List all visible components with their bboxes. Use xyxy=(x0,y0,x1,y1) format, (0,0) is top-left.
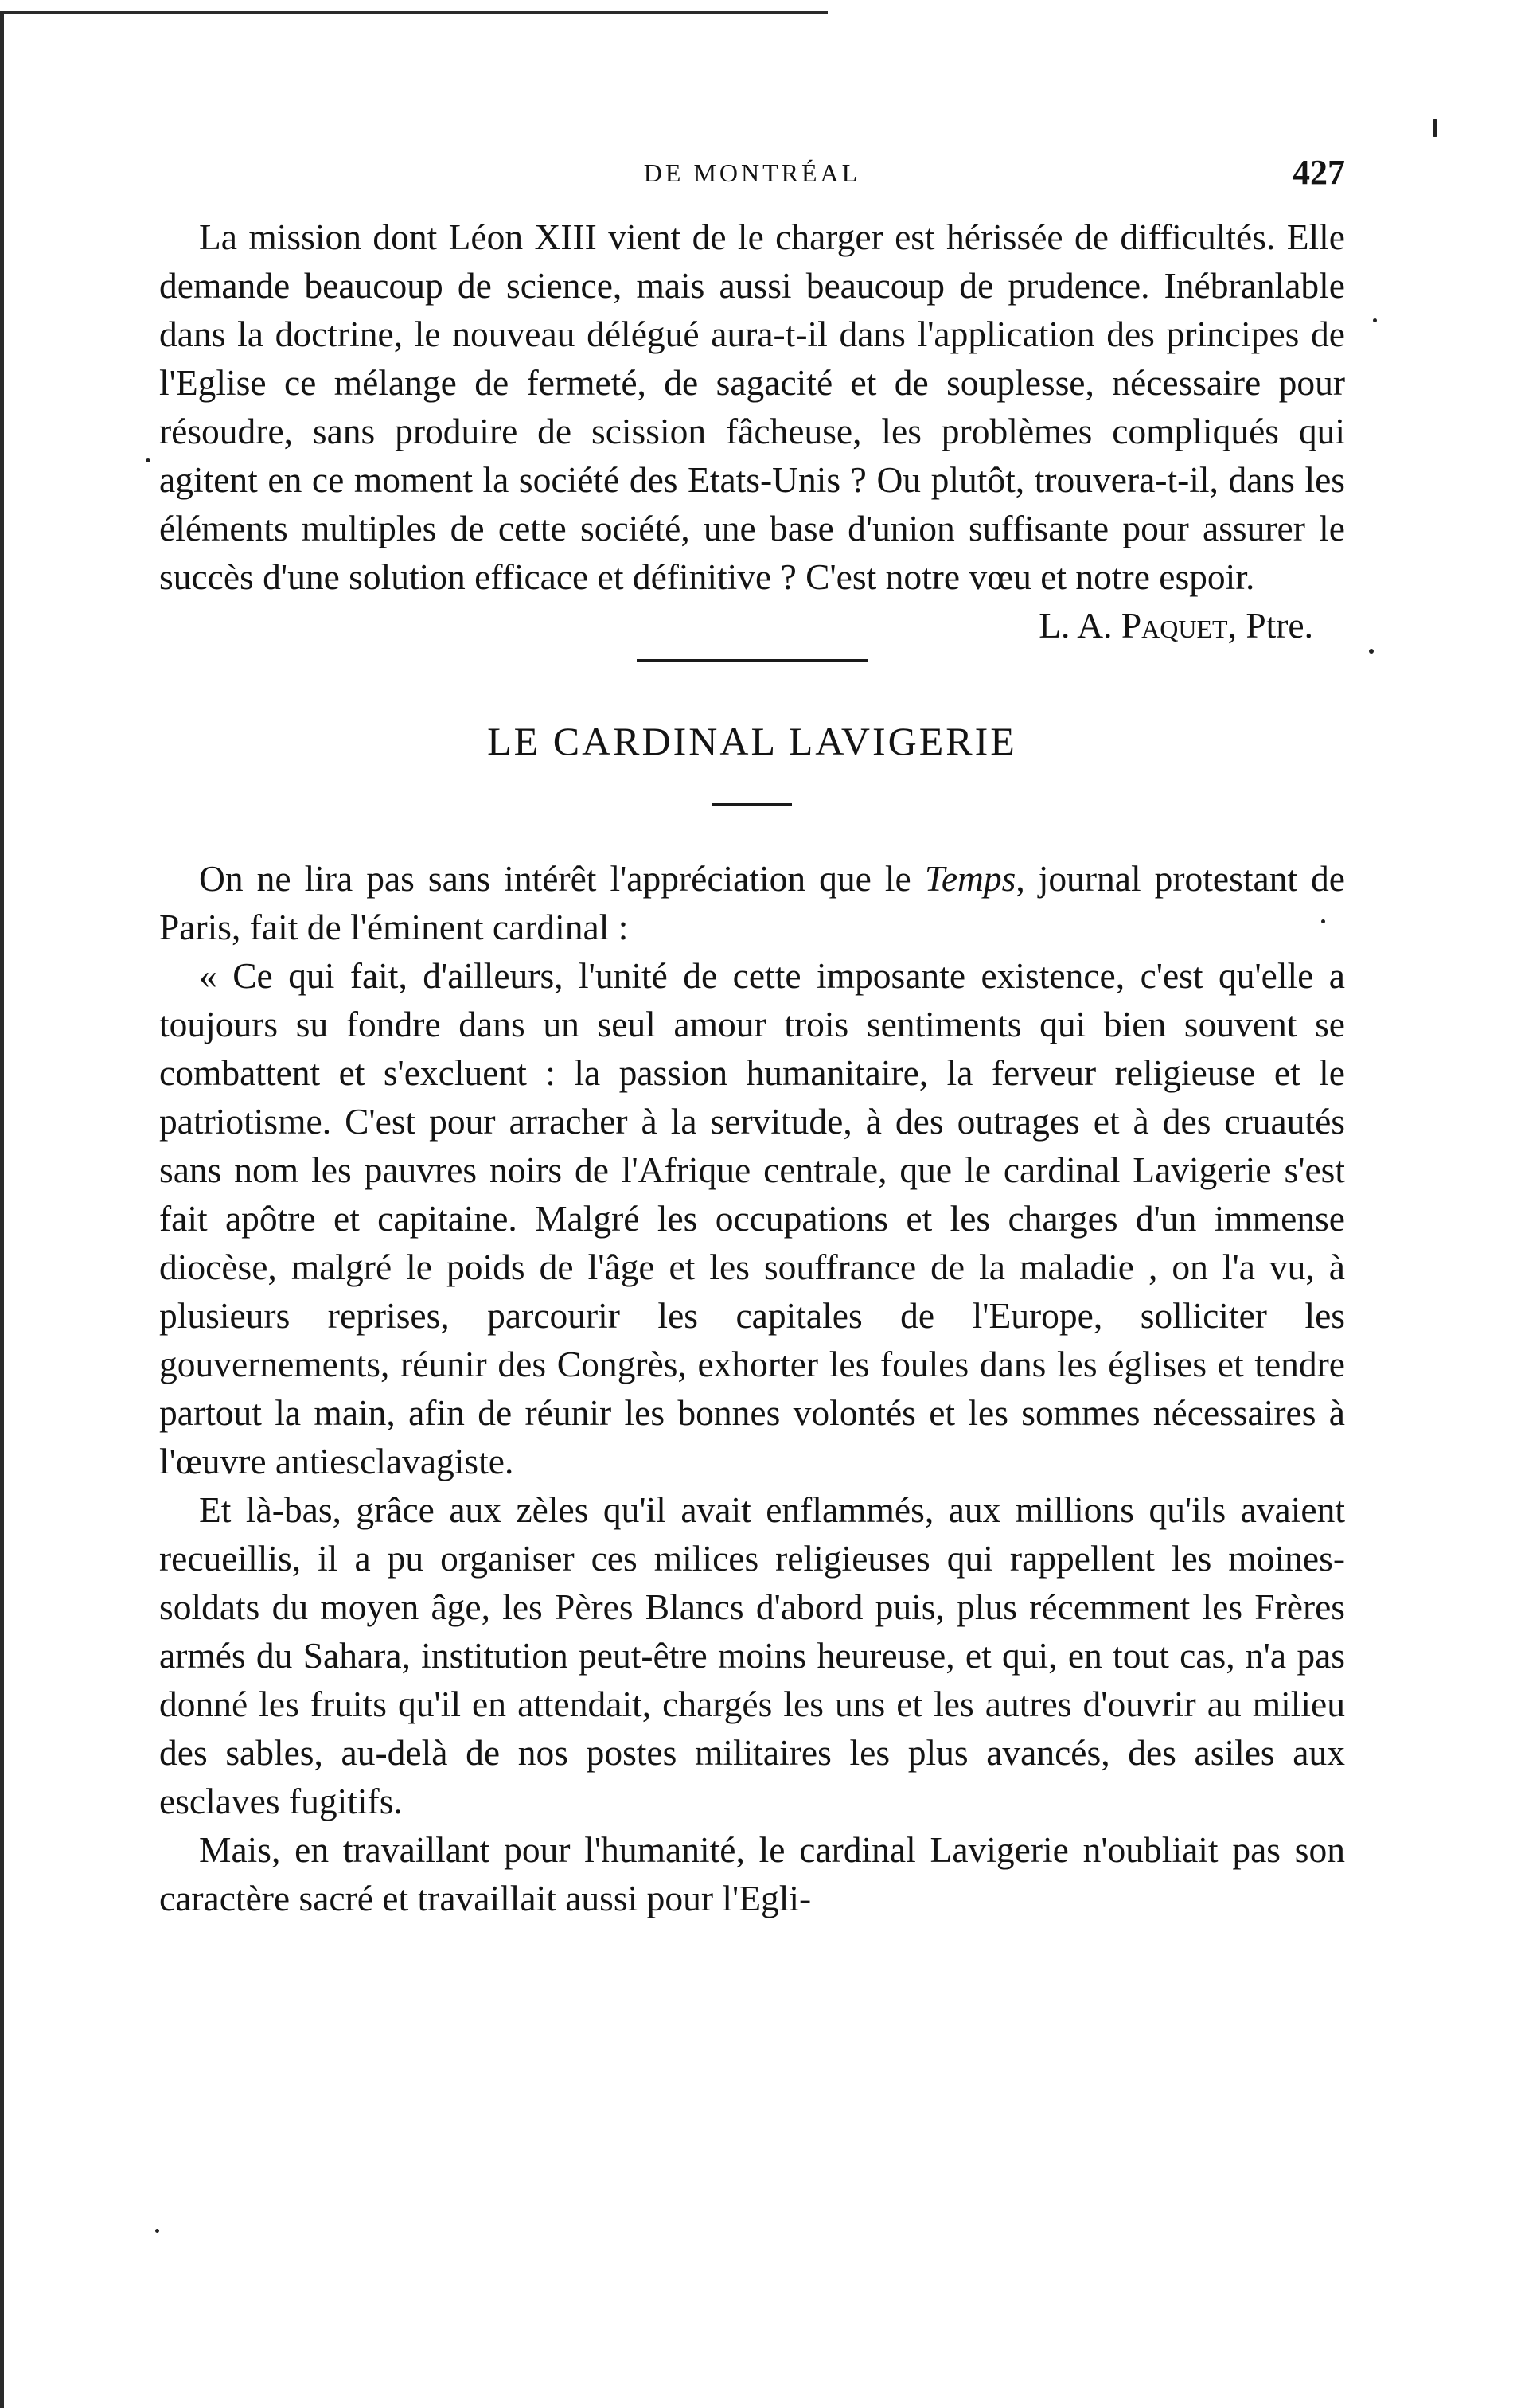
signature-title: , Ptre. xyxy=(1227,605,1313,646)
author-signature xyxy=(159,601,1345,650)
page-edge-left xyxy=(0,11,4,2408)
signature-name: Paquet xyxy=(1121,605,1228,646)
scan-speck xyxy=(146,458,150,462)
intro-paragraph xyxy=(159,854,1345,951)
scan-speck xyxy=(1373,318,1377,322)
running-head xyxy=(159,147,1345,195)
scan-speck xyxy=(155,2229,159,2233)
running-title: DE MONTRÉAL xyxy=(643,158,861,187)
book-page xyxy=(159,147,1345,1922)
page-number: 427 xyxy=(1293,153,1345,192)
section-divider xyxy=(637,659,868,662)
title-rule xyxy=(712,803,792,806)
article-title: LE CARDINAL LAVIGERIE xyxy=(487,719,1017,763)
quote-paragraph: « Ce qui fait, d'ailleurs, l'unité de cette imposante existence, c'est qu'elle a toujours su fondre dans un seul amour trois sentiments qui bien souvent se combattent et s'excluent : la passion humanitaire, la ferveur religieuse et le patriotisme. C'est pour arracher à la servitude, à des outrages et à des cruautés sans nom les pauvres noirs de l'Afrique centrale, que le cardinal Lavigerie s'est fait apôtre et capitaine. Malgré les occupations et les charges d'un immense diocèse, malgré le poids de l'âge et les souffrance de la maladie , on l'a vu, à plusieurs reprises, parcourir les capitales de l'Europe, solliciter les gouvernements, réunir des Congrès, exhorter les foules dans les églises et tendre partout la main, afin de réunir les bonnes volontés et les sommes nécessaires à l'œuvre antiesclavagiste. xyxy=(159,955,1345,1481)
intro-text-after: , journal protestant de Paris, fait de l'éminent cardinal : xyxy=(159,858,1346,947)
page-edge-top xyxy=(0,11,828,14)
intro-text-before: On ne lira pas sans intérêt l'appréciation que le xyxy=(199,858,925,899)
scan-speck xyxy=(1369,649,1374,654)
signature-initials: L. A. xyxy=(1039,605,1113,646)
body-paragraph-3: Mais, en travaillant pour l'humanité, le cardinal Lavigerie n'oubliait pas son caractère sacré et travaillait aussi pour l'Egli- xyxy=(159,1829,1345,1918)
journal-name: Temps xyxy=(924,858,1016,899)
previous-article-paragraph: La mission dont Léon XIII vient de le charger est hérissée de difficultés. Elle demande beaucoup de science, mais aussi beaucoup de prudence. Inébranlable dans la doctrine, le nouveau délégué aura-t-il dans l'application des principes de l'Eglise ce mélange de fermeté, de sagacité et de souplesse, nécessaire pour résoudre, sans produire de scission fâcheuse, les problèmes compliqués qui agitent en ce moment la société des Etats-Unis ? Ou plutôt, trouvera-t-il, dans les éléments multiples de cette société, une base d'union suffisante pour assurer le succès d'une solution efficace et définitive ? C'est notre vœu et notre espoir. xyxy=(159,217,1345,597)
body-paragraph-2: Et là-bas, grâce aux zèles qu'il avait enflammés, aux millions qu'ils avaient recueillis, il a pu organiser ces milices religieuses qui rappellent les moines-soldats du moyen âge, les Pères Blancs d'abord puis, plus récemment les Frères armés du Sahara, institution peut-être moins heureuse, et qui, en tout cas, n'a pas donné les fruits qu'il en attendait, chargés les uns et les autres d'ouvrir au milieu des sables, au-delà de nos postes militaires les plus avancés, des asiles aux esclaves fugitifs. xyxy=(159,1489,1345,1821)
scan-speck xyxy=(1433,119,1437,137)
